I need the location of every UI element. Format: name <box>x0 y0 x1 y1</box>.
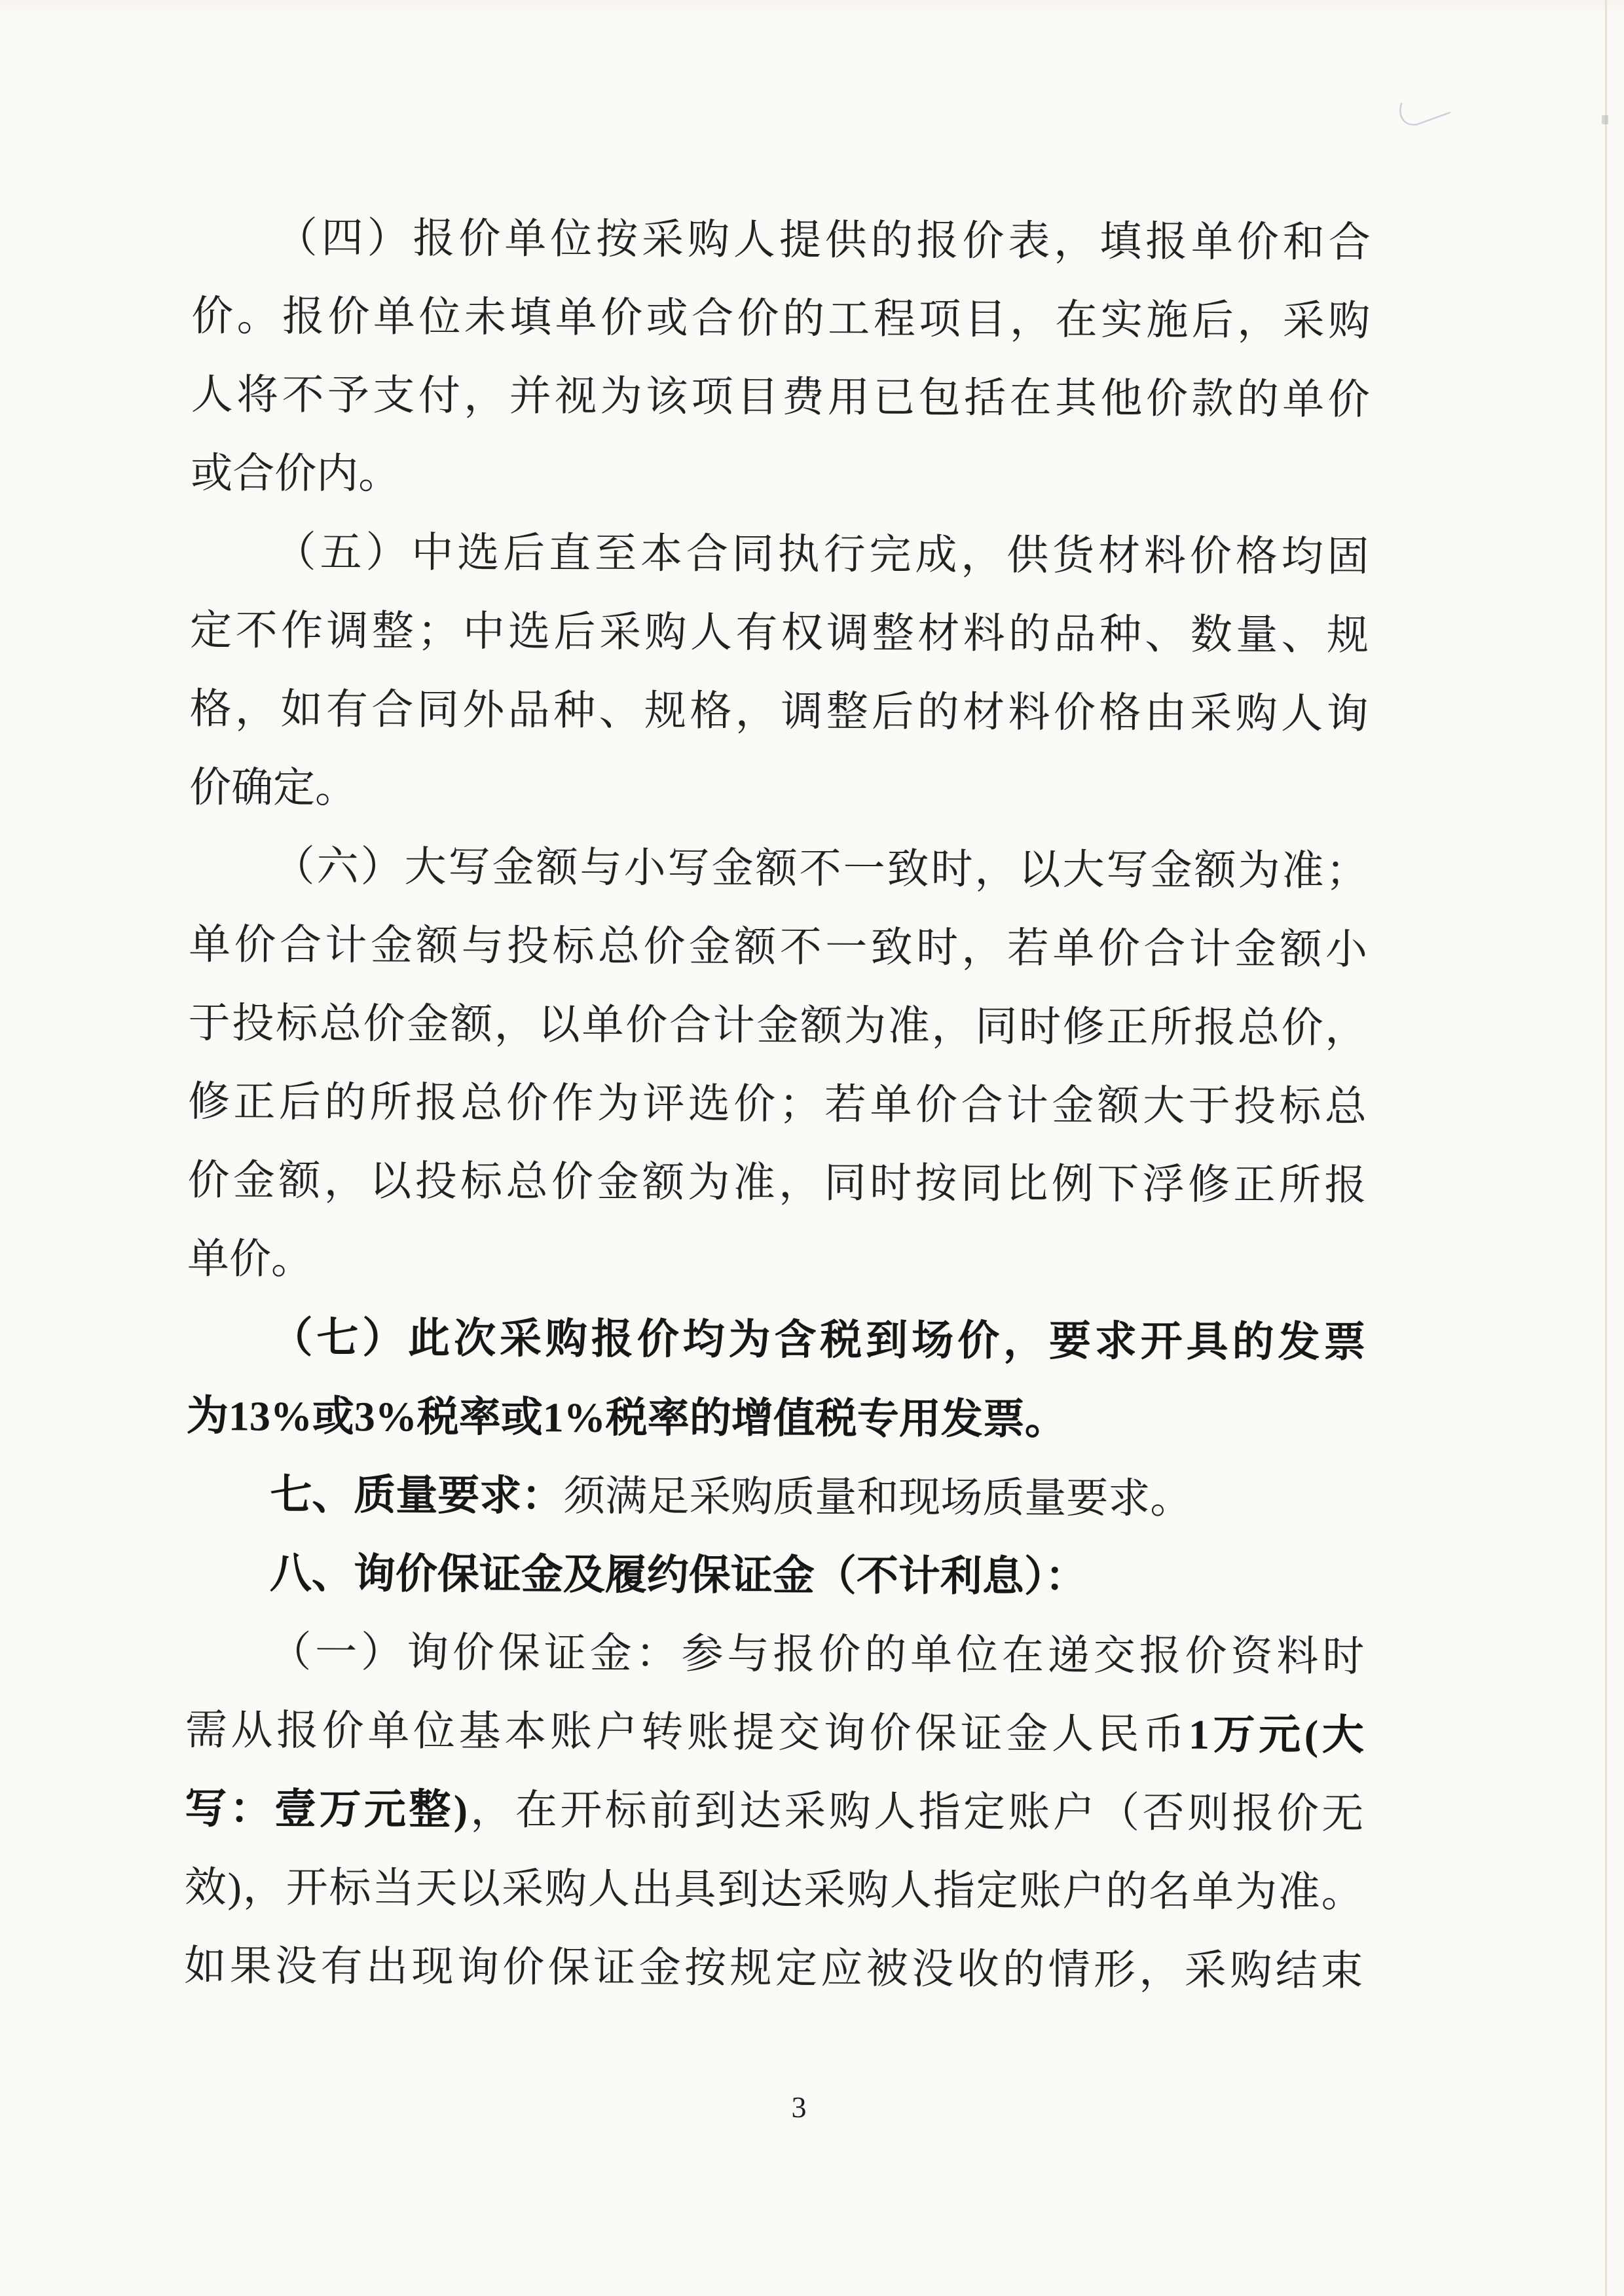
text-segment: 或合价内。 <box>191 450 401 498</box>
text-line <box>189 748 1369 832</box>
text-line <box>185 1770 1364 1853</box>
text-line <box>191 198 1371 282</box>
text-line <box>191 434 1370 518</box>
text-line <box>189 905 1368 989</box>
text-line <box>188 1063 1367 1146</box>
text-segment: 于投标总价金额，以单价合计金额为准，同时修正所报总价， <box>188 1000 1367 1051</box>
text-segment: （五）中选后直至本合同执行完成，供货材料价格均固 <box>274 528 1369 580</box>
text-line <box>187 1298 1366 1382</box>
text-segment: 格，如有合同外品种、规格，调整后的材料价格由采购人询 <box>189 685 1369 737</box>
text-segment: （六）大写金额与小写金额不一致时，以大写金额为准； <box>272 843 1368 894</box>
text-line <box>184 1927 1363 2011</box>
text-line <box>187 1141 1367 1225</box>
text-segment: ，在开标前到达采购人指定账户（否则报价无 <box>467 1786 1364 1837</box>
text-segment: 效)，开标当天以采购人出具到达采购人指定账户的名单为准。 <box>184 1864 1363 1916</box>
bold-text-segment: 1万元(大 <box>1188 1711 1364 1758</box>
text-line <box>190 513 1369 596</box>
bold-text-segment: 写：壹万元整) <box>185 1785 468 1833</box>
bold-text-segment: 为13%或3%税率或1%税率的增值税专用发票。 <box>186 1393 1067 1443</box>
text-segment: 须满足采购质量和现场质量要求。 <box>563 1472 1192 1522</box>
text-segment: （一）询价保证金：参与报价的单位在递交报价资料时 <box>269 1628 1365 1680</box>
text-line <box>191 355 1370 439</box>
text-line <box>185 1691 1365 1775</box>
text-segment: 价金额，以投标总价金额为准，同时按同比例下浮修正所报 <box>187 1157 1367 1209</box>
crease-mark <box>1387 90 1472 143</box>
text-segment: 价确定。 <box>189 764 358 812</box>
text-line <box>187 1377 1366 1461</box>
text-segment: 如果没有出现询价保证金按规定应被没收的情形，采购结束 <box>184 1942 1363 1994</box>
text-line <box>188 984 1367 1068</box>
bold-text-segment: （七）此次采购报价均为含税到场价，要求开具的发票 <box>270 1314 1366 1366</box>
text-segment: （四）报价单位按采购人提供的报价表，填报单价和合 <box>275 214 1371 266</box>
text-segment: 需从报价单位基本账户转账提交询价保证金人民币 <box>185 1707 1189 1758</box>
text-line <box>189 670 1369 754</box>
text-segment: 人将不予支付，并视为该项目费用已包括在其他价款的单价 <box>191 371 1370 423</box>
text-line <box>186 1455 1365 1539</box>
text-line <box>186 1534 1365 1618</box>
text-segment: 定不作调整；中选后采购人有权调整材料的品种、数量、规 <box>189 607 1369 659</box>
text-line <box>185 1613 1365 1696</box>
text-segment: 修正后的所报总价作为评选价；若单价合计金额大于投标总 <box>187 1078 1367 1130</box>
scan-top-band <box>0 0 1624 17</box>
text-segment: 单价合计金额与投标总价金额不一致时，若单价合计金额小 <box>188 921 1368 973</box>
text-line <box>184 1848 1363 1932</box>
page-number: 3 <box>791 2090 807 2124</box>
text-line <box>191 277 1371 361</box>
bold-text-segment: 八、询价保证金及履约保证金（不计利息）： <box>269 1550 1087 1601</box>
text-segment: 单价。 <box>187 1235 314 1283</box>
text-segment: 价。报价单位未填单价或合价的工程项目，在实施后，采购 <box>191 293 1371 344</box>
bold-text-segment: 七、质量要求： <box>270 1471 564 1520</box>
text-line <box>189 827 1368 911</box>
text-line <box>187 1220 1367 1303</box>
text-line <box>190 591 1369 675</box>
scan-dash-mark <box>1602 115 1608 124</box>
document-body <box>184 198 1371 2011</box>
paper-edge-line <box>1605 0 1607 2296</box>
